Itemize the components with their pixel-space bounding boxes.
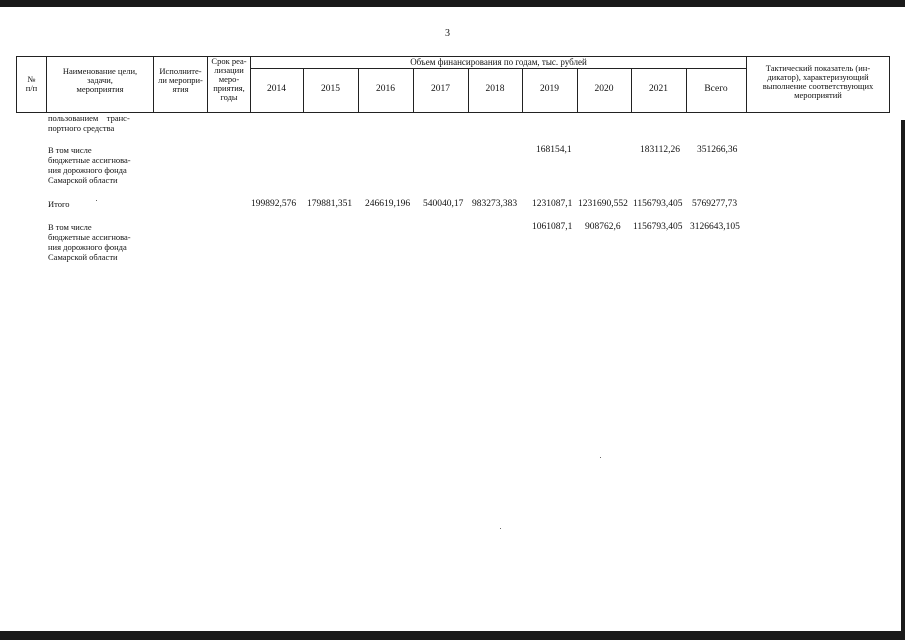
year-header-2016: 2016	[376, 84, 395, 94]
year-header-2021: 2021	[649, 84, 668, 94]
col-line	[889, 56, 890, 113]
value-total: 3126643,105	[690, 222, 740, 232]
scan-speck	[600, 457, 601, 458]
row-label: В том числе бюджетные ассигнова- ния дорожного фонда Самарской области	[48, 145, 131, 185]
year-header-2020: 2020	[594, 84, 614, 94]
col-name-header: Наименование цели, задачи, мероприятия	[62, 66, 138, 94]
value-2014: 199892,576	[251, 199, 297, 209]
value-2021: 1156793,405	[633, 199, 683, 209]
value-total: 5769277,73	[692, 199, 738, 209]
value-2020: 1231690,552	[578, 199, 628, 209]
financing-subheader-line	[250, 68, 746, 69]
year-header-2017: 2017	[431, 84, 450, 94]
col-num-header: № п/п	[25, 74, 38, 93]
col-indicator-header: Тактический показатель (ин- дикатор), характеризующий выполнение соответствующих мероприятий	[762, 63, 874, 100]
scan-right-border	[901, 120, 905, 640]
year-header-2018: 2018	[485, 84, 505, 94]
scan-top-border	[0, 0, 905, 7]
row-label: пользованием транс- портного средства	[48, 113, 130, 133]
col-financing-header: Объем финансирования по годам, тыс. рублей	[410, 57, 587, 67]
value-2015: 179881,351	[307, 199, 353, 209]
value-2019: 1231087,1	[532, 199, 573, 209]
scan-speck	[96, 200, 97, 201]
col-executor-header: Исполните- ли меропри- ятия	[158, 66, 203, 94]
page-number: 3	[445, 28, 450, 39]
value-2021: 183112,26	[640, 145, 681, 155]
year-header-2019: 2019	[540, 84, 559, 94]
row-label: Итого	[48, 199, 70, 209]
value-2019: 1061087,1	[532, 222, 573, 232]
value-2020: 908762,6	[585, 222, 621, 232]
col-term-header: Срок реа- лизации меро- приятия, годы	[211, 56, 247, 102]
value-2017: 540040,17	[423, 199, 464, 209]
scan-speck	[500, 528, 501, 529]
year-header-2015: 2015	[321, 84, 340, 94]
year-header-2014: 2014	[267, 84, 286, 94]
year-header-total: Всего	[704, 84, 728, 94]
value-2019: 168154,1	[536, 145, 572, 155]
row-label: В том числе бюджетные ассигнова- ния дорожного фонда Самарской области	[48, 222, 131, 262]
value-2018: 983273,383	[472, 199, 518, 209]
scan-bottom-border	[0, 631, 905, 640]
value-2021: 1156793,405	[633, 222, 683, 232]
value-total: 351266,36	[697, 145, 738, 155]
value-2016: 246619,196	[365, 199, 411, 209]
